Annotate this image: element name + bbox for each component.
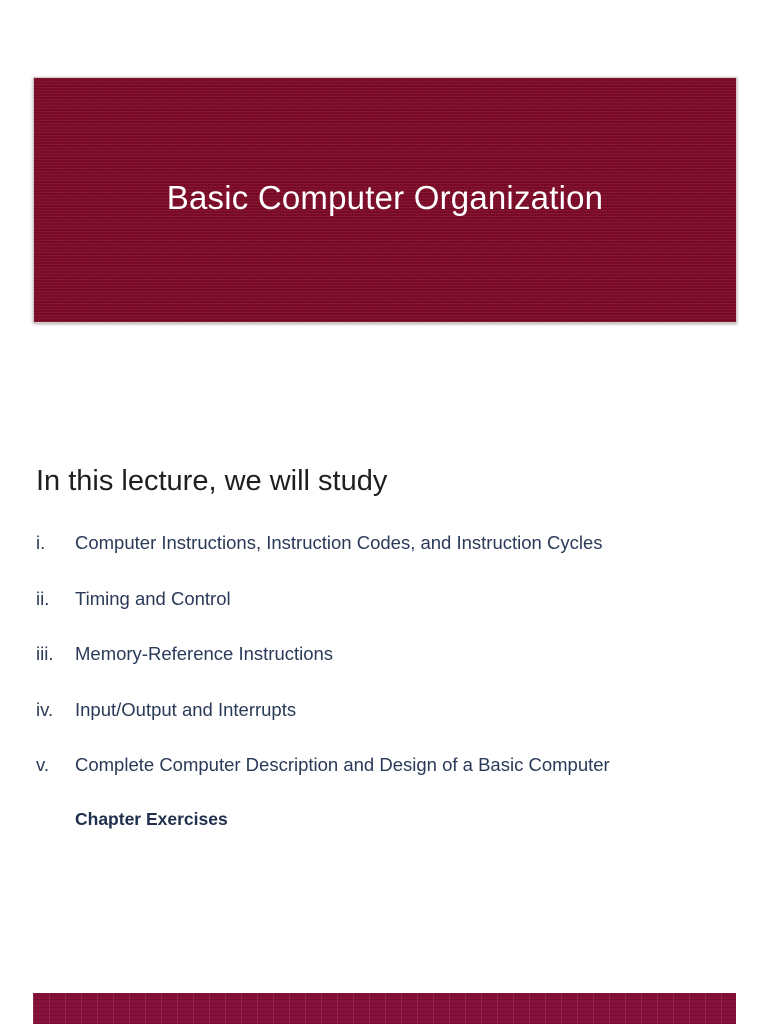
topic-text: Computer Instructions, Instruction Codes, and Instruction Cycles xyxy=(75,532,603,553)
topic-number: iii. xyxy=(36,643,54,664)
topic-number: i. xyxy=(36,532,46,553)
topic-number: ii. xyxy=(36,587,50,609)
topic-text: Complete Computer Description and Design of a Basic Computer xyxy=(75,754,610,775)
topic-number: iv. xyxy=(36,698,54,720)
topic-text: Memory-Reference Instructions xyxy=(75,643,334,664)
chapter-exercises-label: Chapter Exercises xyxy=(75,809,228,829)
title-banner xyxy=(33,77,737,323)
footer-decoration xyxy=(33,993,736,1024)
topic-text: Input/Output and Interrupts xyxy=(75,698,297,720)
topic-text: Timing and Control xyxy=(75,587,231,609)
slide-title: Basic Computer Organization xyxy=(166,179,604,216)
lecture-heading: In this lecture, we will study xyxy=(36,465,388,497)
topic-number: v. xyxy=(36,754,50,775)
